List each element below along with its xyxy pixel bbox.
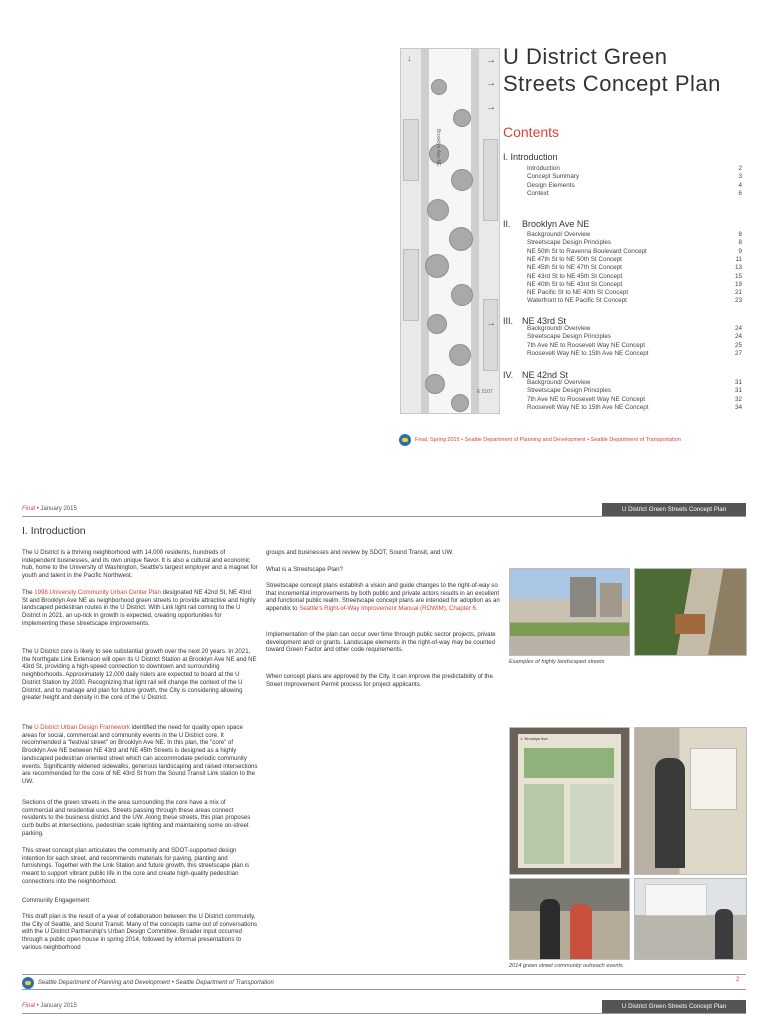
urban-design-framework-link[interactable]: U District Urban Design Framework [34,724,131,731]
toc-entry-page: 19 [734,280,742,288]
toc-entry[interactable] [527,231,742,239]
subheading: Community Engagement [22,897,90,904]
page-number: 2 [736,977,740,983]
toc-entry-label: Background/ Overview [527,379,591,386]
toc-entry-label: Context [527,189,549,197]
toc-entry[interactable] [527,239,742,247]
toc-entry[interactable] [527,264,742,272]
toc-entry-label: NE 50th St to Ravenna Boulevard Concept [527,247,647,255]
toc-entry-page: 13 [734,264,742,272]
toc-entry[interactable] [527,396,742,404]
page-footer [22,977,274,989]
page-footer-text: Seattle Department of Planning and Development • Seattle Department of Transportation [38,980,274,986]
toc-entry-label: Roosevelt Way NE to 15th Ave NE Concept [527,349,649,357]
toc-entry[interactable] [527,273,742,281]
down-arrow-icon: ↓ [407,53,412,63]
toc-entry-label: Design Elements [527,181,575,189]
toc-entry-page: 24 [734,333,742,341]
paragraph: The U District core is likely to see substantial growth over the next 20 years. In 2021, the Northgate Link Extension will open its U District Station at Brooklyn Ave NE and NE 43rd St, providing a high-speed connection to downtown and surrounding neighborhoods. Approximately 12,000 daily riders are expected to board at the U District Station by 2030. Recognizing that light rail will change the context of the U District, and to manage and plan for future growth, the City is considering allowing greater height and density in the core of the U District. [22,648,257,702]
toc-entry[interactable] [527,350,742,358]
toc-entry-page: 25 [734,341,742,349]
page-banner-date: Final • January 2015 [22,506,77,512]
toc-entry[interactable] [527,342,742,350]
title-line-2: Streets Concept Plan [503,71,721,96]
toc-entry[interactable] [527,404,742,412]
street-photo-2 [634,568,747,656]
paragraph: The U District is a thriving neighborhood with 14,000 residents, hundreds of independent businesses, and its own unique flavor. It is also a cultural and economic hub, home to the University of Washington, Seattle's largest employer and a magnet for youth and talent in the Pacific Northwest. [22,549,258,580]
toc-section-heading[interactable]: II. Brooklyn Ave NE [503,219,590,229]
cover-footer [399,433,681,447]
paragraph: groups and businesses and review by SDOT, Sound Transit, and UW. [266,549,454,556]
toc-entry-page: 3 [738,173,742,181]
rowim-link[interactable]: Seattle's Right-of-Way Improvement Manual (ROWIM), Chapter 6. [299,605,478,613]
street-photo-1 [509,568,630,656]
outreach-poster-photo [509,727,630,875]
title-line-1: U District Green [503,44,668,69]
toc-entry[interactable] [527,190,742,198]
outreach-photo-4 [634,878,747,960]
divider [22,516,746,517]
paragraph: This street concept plan articulates the community and SDOT-supported design intention for each street, and recommends materials for paving, planting and furnishings. Together with the Link Station and future growth, this streetscape plan is meant to support vibrant public life in the core and create high-quality pedestrian connections into the neighborhood. [22,847,250,885]
toc-entry-page: 9 [738,247,742,255]
paragraph: Streetscape concept plans establish a vision and guide changes to the right-of-way so that incremental improvements by both public and private actors results in an excellent and functional public realm. Streetscape concept plans are intended for adoption as an appendix to Seattle's Right-of-Way Improvement Manual (ROWIM), Chapter 6. [266,582,500,613]
toc-entry[interactable] [527,182,742,190]
toc-entry-label: NE 43rd St to NE 45th St Concept [527,272,623,280]
divider [22,1013,746,1014]
toc-entry-page: 31 [734,379,742,386]
toc-entry[interactable] [527,289,742,297]
toc-entry-page: 34 [734,403,742,411]
paragraph: Implementation of the plan can occur over time through public sector projects, private development and/ or grants. Landscape elements in the right-of-way may be counted toward Green Factor and other code requirements. [266,631,496,654]
toc-entry-page: 24 [734,325,742,332]
paragraph: This draft plan is the result of a year of collaboration between the U District community, the City of Seattle, and Sound Transit. Many of the concepts came out of conversations with the U District Partnership's Urban Design Committee. Broader input occurred through a public open house in spring 2014, followed by informal presentations to various neighborhood [22,913,258,951]
toc-entry-page: 4 [738,181,742,189]
toc-entry[interactable] [527,281,742,289]
toc-entry[interactable] [527,165,742,173]
toc-entry-page: 15 [734,272,742,280]
outreach-photo-3 [509,878,630,960]
paragraph: The 1998 University Community Urban Center Plan designated NE 42nd St, NE 43rd St and Brooklyn Ave NE as neighborhood green streets to provide attractive and highly landscaped pedestrian routes in the U District. With Link light rail coming to the U District in 2021, an up-tick in growth is expected, creating opportunities for implementing these streetscape improvements. [22,589,256,627]
toc-entry[interactable] [527,173,742,181]
contents-heading: Contents [503,124,560,140]
toc-entry[interactable] [527,256,742,264]
toc-entry-page: 6 [738,189,742,197]
toc-entry[interactable] [527,248,742,256]
right-arrow-icon: → [486,102,496,113]
page-banner-title: U District Green Streets Concept Plan [602,503,746,516]
toc-entry-label: NE 47th St to NE 50th St Concept [527,255,622,263]
photo-caption: 2014 green street community outreach events [509,963,623,969]
toc-entry-label: Concept Summary [527,173,580,181]
paragraph: When concept plans are approved by the City, it can improve the predictability of the Street Improvement Permit process for project applicants. [266,673,493,688]
city-logo-icon [399,434,411,446]
cover-title [503,43,753,97]
toc-entry-page: 8 [738,231,742,238]
toc-entry-label: Streetscape Design Principles [527,387,611,395]
toc-entry-label: Streetscape Design Principles [527,333,611,341]
photo-caption: Examples of highly landscaped streets [509,659,605,665]
toc-entry[interactable] [527,387,742,395]
toc-entry-label: Waterfront to NE Pacific St Concept [527,297,627,305]
toc-entry-page: 2 [738,165,742,172]
toc-entry-page: 11 [735,255,742,263]
toc-entry-label: 7th Ave NE to Roosevelt Way NE Concept [527,395,645,403]
toc-entry-label: Background/ Overview [527,231,591,238]
page-banner-title: U District Green Streets Concept Plan [602,1000,746,1013]
toc-entry-page: 21 [734,289,742,297]
poster-title: 1. Brooklyn Ave [520,736,548,741]
toc-entry-page: 32 [734,395,742,403]
toc-entry-label: Streetscape Design Principles [527,239,611,247]
outreach-photo-2 [634,727,747,875]
toc-entry-page: 8 [738,239,742,247]
subheading: What is a Streetscape Plan? [266,566,343,573]
toc-section-heading[interactable]: III. NE 43rd St [503,316,567,326]
right-arrow-icon: → [486,318,496,329]
ucuc-plan-link[interactable]: 1998 University Community Urban Center Plan [34,589,161,596]
divider [22,989,746,990]
toc-entry-label: NE 45th St to NE 47th St Concept [527,264,622,272]
toc-entry-page: 27 [734,349,742,357]
toc-entry[interactable] [527,297,742,305]
toc-entry-label: Background/ Overview [527,325,591,332]
cover-site-plan [400,48,500,414]
toc-entry-page: 31 [734,387,742,395]
paragraph: Sections of the green streets in the area surrounding the core have a mix of commercial and residential uses. Streets passing through these areas connect residents to the business district and the UW. Along these streets, this plan proposes curb bulbs at intersections, pedestrian scale lighting and maintaining some on-street parking. [22,799,251,837]
right-arrow-icon: → [486,78,496,89]
map-corner-label: E 5107 [477,389,493,395]
toc-entry-label: NE Pacific St to NE 40th St Concept [527,289,629,297]
toc-section-heading[interactable]: I. Introduction [503,152,558,162]
section-heading: I. Introduction [22,525,86,537]
right-arrow-icon: → [486,55,496,66]
toc-entry-page: 23 [734,297,742,305]
toc-entry[interactable] [527,333,742,341]
divider [22,974,746,975]
map-street-label: Brooklyn Ave NE [435,129,441,167]
cover-footer-text: Final, Spring 2015 • Seattle Department of Planning and Development • Seattle Department of Transportation [415,437,681,443]
toc-entry-label: 7th Ave NE to Roosevelt Way NE Concept [527,341,645,349]
toc-entry-label: Introduction [527,165,560,172]
toc-entry-label: Roosevelt Way NE to 15th Ave NE Concept [527,403,649,411]
city-logo-icon [22,977,34,989]
page-banner-date: Final • January 2015 [22,1003,77,1009]
toc-entry[interactable] [527,325,742,333]
toc-entry[interactable] [527,379,742,387]
toc-entry-label: NE 40th St to NE 43rd St Concept [527,280,623,288]
toc-section-heading[interactable]: IV. NE 42nd St [503,370,569,380]
paragraph: The U District Urban Design Framework identified the need for quality open space areas for social, commercial and community events in the U District core. It recommended a "festival street" on Brooklyn Ave NE. In this plan, the "core" of Brooklyn Ave NE between NE 43rd and NE 45th Streets is designed as a highly landscaped pedestrian oriented street which can accommodate periodic community events. Significantly widened sidewalks, generous landscaping and raised intersections are recommended for the core of NE 43rd St from the Sound Transit Link station to the UW. [22,724,258,785]
